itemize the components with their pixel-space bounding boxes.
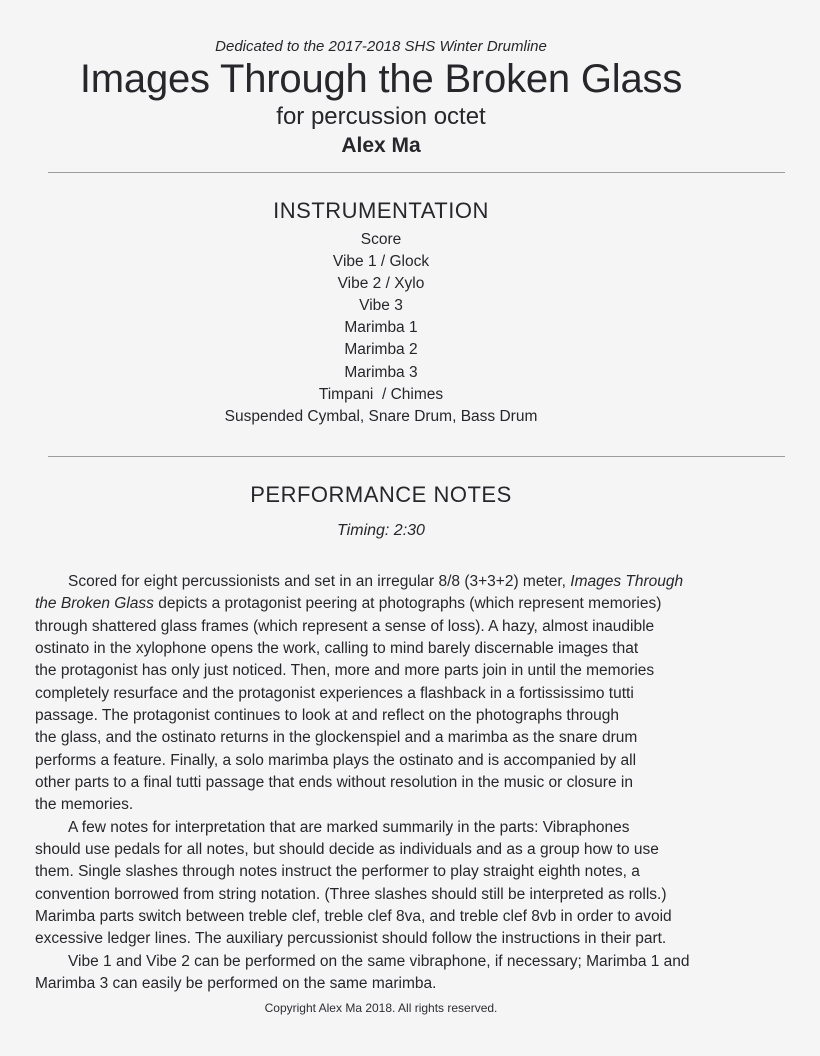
- text-line: Scored for eight percussionists and set in an irregular 8/8 (3+3+2) meter, Images Through: [68, 572, 684, 590]
- text-line: Marimba 3 can easily be performed on the same marimba.: [35, 975, 437, 993]
- text-line: excessive ledger lines. The auxiliary percussionist should follow the instructions in their part.: [35, 930, 667, 948]
- divider: [48, 456, 785, 457]
- instrumentation-section: [0, 197, 762, 428]
- text-line: the memories.: [35, 796, 134, 814]
- divider: [48, 172, 785, 173]
- text-line: Marimba 3: [344, 363, 418, 381]
- title-block: [0, 0, 762, 159]
- text-line: ostinato in the xylophone opens the work, calling to mind barely discernable images that: [35, 639, 639, 657]
- footer: [0, 1001, 762, 1015]
- text-line: Vibe 3: [359, 297, 403, 315]
- text-line: Vibe 2 / Xylo: [337, 275, 425, 293]
- text-line: other parts to a final tutti passage that ends without resolution in the music or closure in: [35, 773, 633, 791]
- text-line: Timpani / Chimes: [318, 385, 444, 403]
- text-line: A few notes for interpretation that are marked summarily in the parts: Vibraphones: [68, 818, 630, 836]
- subtitle: for percussion octet: [276, 103, 486, 130]
- page-title: Images Through the Broken Glass: [79, 57, 683, 101]
- copyright-text: Copyright Alex Ma 2018. All rights reserved.: [264, 1001, 498, 1016]
- paragraph: [35, 817, 820, 951]
- instrumentation-list: [0, 229, 762, 428]
- timing-note: Timing: 2:30: [337, 521, 425, 539]
- text-line: Suspended Cymbal, Snare Drum, Bass Drum: [224, 407, 538, 425]
- dedication-text: Dedicated to the 2017-2018 SHS Winter Drumline: [215, 38, 547, 55]
- text-line: Score: [360, 231, 402, 248]
- text-line: the glass, and the ostinato returns in the glockenspiel and a marimba as the snare drum: [35, 729, 638, 747]
- text-line: convention borrowed from string notation. (Three slashes should still be interpreted as rolls.): [35, 885, 667, 903]
- paragraph: [35, 951, 820, 996]
- text-line: performs a feature. Finally, a solo marimba plays the ostinato and is accompanied by all: [35, 751, 637, 769]
- text-line: through shattered glass frames (which represent a sense of loss). A hazy, almost inaudible: [35, 617, 655, 635]
- text-line: the protagonist has only just noticed. Then, more and more parts join in until the memories: [35, 662, 655, 680]
- text-line: completely resurface and the protagonist experiences a flashback in a fortississimo tutti: [35, 684, 634, 702]
- text-line: Marimba 2: [344, 341, 418, 359]
- paragraph: [35, 571, 820, 817]
- instrumentation-heading: INSTRUMENTATION: [273, 198, 489, 223]
- text-line: the Broken Glass depicts a protagonist peering at photographs (which represent memories): [35, 595, 662, 613]
- performance-notes-section: [0, 481, 820, 996]
- performance-notes-body: [0, 571, 820, 996]
- text-line: Marimba parts switch between treble clef, treble clef 8va, and treble clef 8vb in order to avoid: [35, 908, 672, 925]
- text-line: should use pedals for all notes, but should decide as individuals and as a group how to use: [35, 840, 659, 858]
- text-line: Vibe 1 and Vibe 2 can be performed on the same vibraphone, if necessary; Marimba 1 and: [68, 952, 690, 970]
- composer-name: Alex Ma: [341, 134, 421, 157]
- text-line: Vibe 1 / Glock: [332, 253, 430, 271]
- text-line: them. Single slashes through notes instruct the performer to play straight eighth notes, a: [35, 863, 640, 881]
- performance-notes-heading: PERFORMANCE NOTES: [250, 481, 512, 507]
- text-line: Marimba 1: [344, 319, 418, 337]
- text-line: passage. The protagonist continues to look at and reflect on the photographs through: [35, 706, 619, 724]
